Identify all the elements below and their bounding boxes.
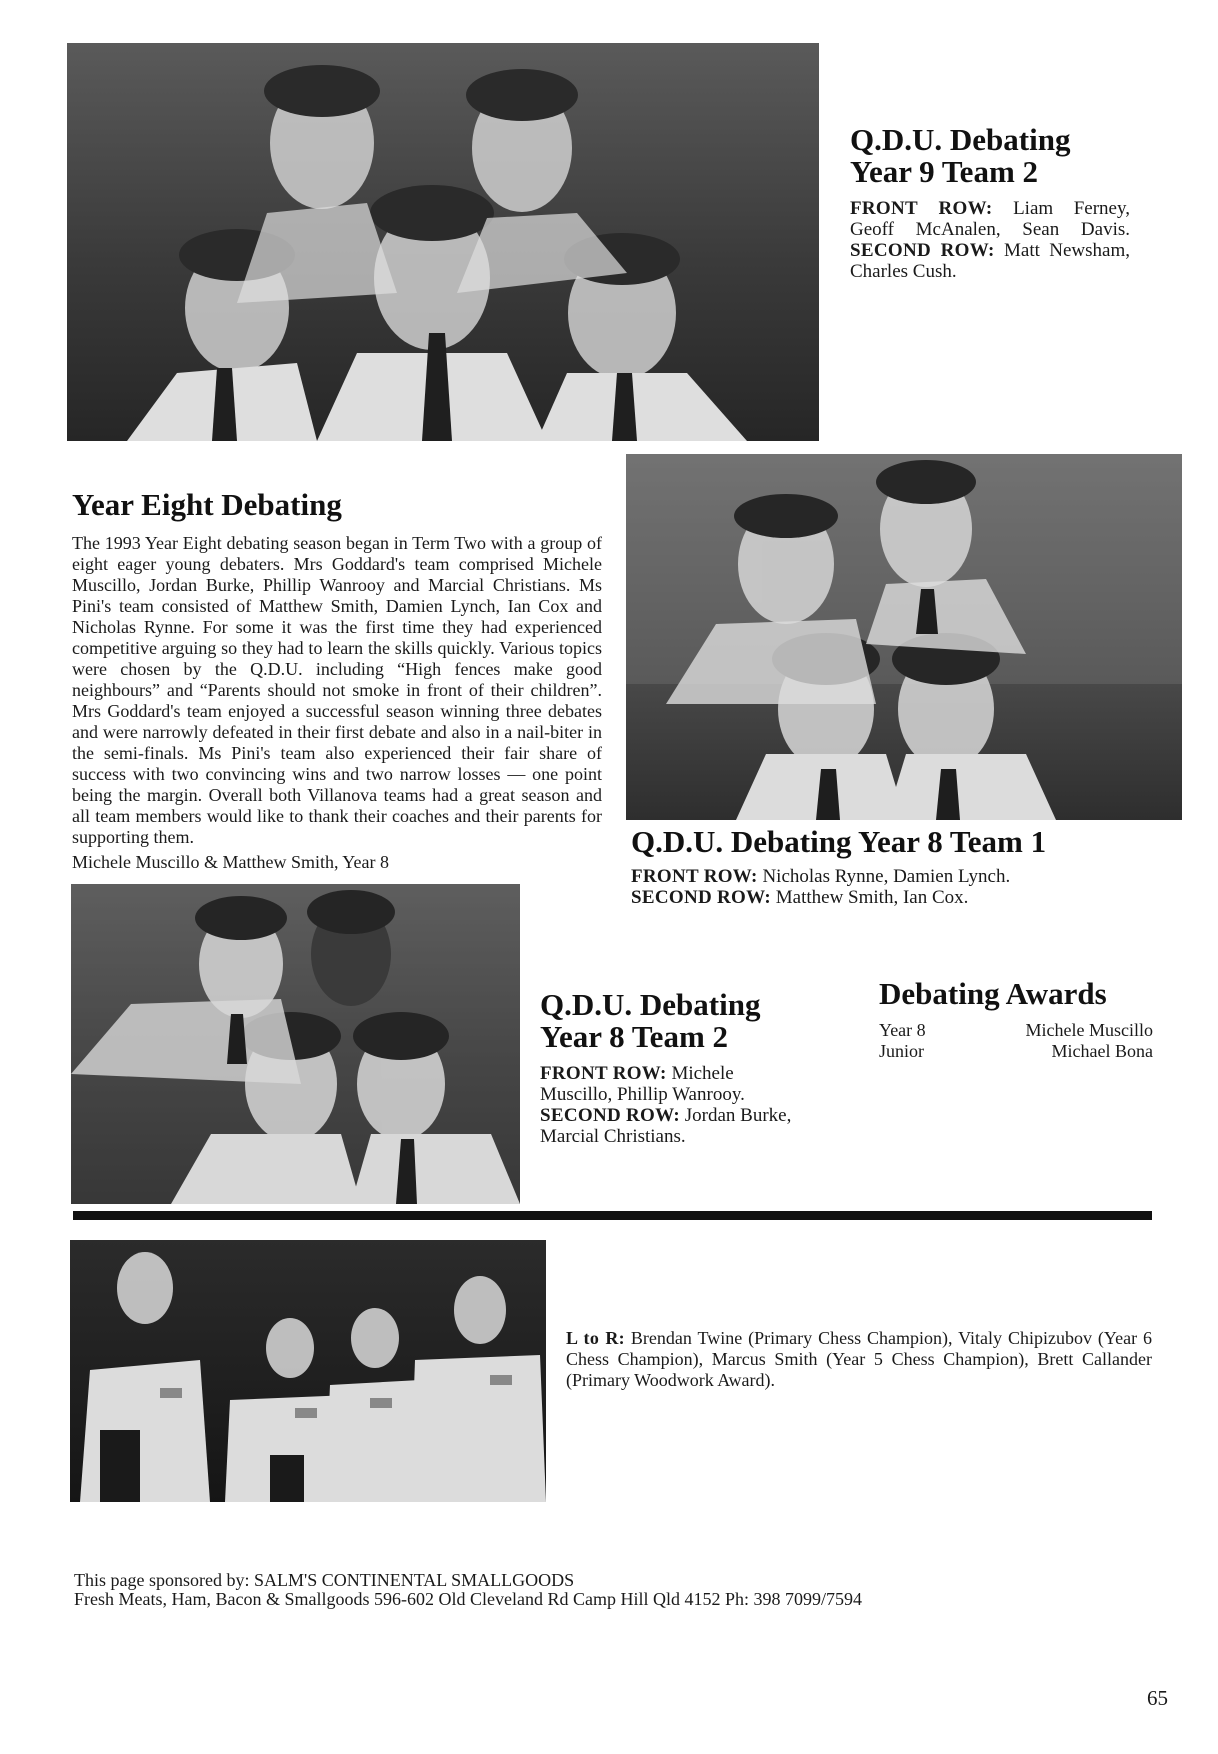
sponsor-line1: This page sponsored by: SALM'S CONTINENTAL SMALLGOODS [74, 1570, 575, 1590]
second-row-label: SECOND ROW: [631, 887, 772, 908]
caption-year8-team2 [540, 989, 805, 1147]
caption-year8-team1-heading: Q.D.U. Debating Year 8 Team 1 [631, 824, 1047, 859]
article-byline: Michele Muscillo & Matthew Smith, Year 8 [72, 852, 389, 872]
page-number: 65 [1147, 1686, 1168, 1710]
awards-row [879, 1020, 1153, 1041]
sponsor-block [74, 1571, 1074, 1609]
article-year-eight-debating [72, 487, 602, 873]
second-row-label: SECOND ROW: [850, 240, 995, 261]
caption-year8-team2-heading-line1: Q.D.U. Debating [540, 987, 761, 1022]
award-category: Junior [879, 1041, 924, 1061]
caption-year8-team2-heading-line2: Year 8 Team 2 [540, 1019, 729, 1054]
photo-chess-champions [70, 1240, 546, 1502]
second-row-names: Jordan Burke, Marcial Christians. [540, 1105, 792, 1147]
article-title: Year Eight Debating [72, 487, 342, 522]
caption-year9-roster [850, 198, 1130, 282]
front-row-names: Nicholas Rynne, Damien Lynch. [762, 866, 1011, 887]
photo-year8-team1-figures [626, 454, 1182, 820]
section-divider [73, 1211, 1152, 1220]
sponsor-line2: Fresh Meats, Ham, Bacon & Smallgoods 596-602 Old Cleveland Rd Camp Hill Qld 4152 Ph: 398 7099/7594 [74, 1589, 862, 1609]
awards-title: Debating Awards [879, 976, 1107, 1011]
photo-year9-figures [67, 43, 819, 441]
second-row-names: Matt Newsham, Charles Cush. [850, 240, 1131, 282]
caption-year9-heading-line1: Q.D.U. Debating [850, 122, 1071, 157]
awards-row [879, 1041, 1153, 1062]
photo-chess-figures [70, 1240, 546, 1502]
award-category: Year 8 [879, 1020, 926, 1040]
caption-chess [566, 1328, 1152, 1391]
caption-year9-heading-line2: Year 9 Team 2 [850, 154, 1039, 189]
front-row-names: Liam Ferney, Geoff McAnalen, Sean Davis. [850, 198, 1130, 240]
award-recipient: Michele Muscillo [1025, 1020, 1153, 1040]
second-row-line [631, 887, 1191, 908]
photo-year8-team2 [71, 884, 520, 1204]
photo-year8-team2-figures [71, 884, 520, 1204]
article-body: The 1993 Year Eight debating season began in Term Two with a group of eight eager young debaters. Mrs Goddard's team comprised Michele Muscillo, Jordan Burke, Phillip Wanrooy and Marcial Christians. Ms Pini's team consisted of Matthew Smith, Damien Lynch, Ian Cox and Nicholas Rynne. For some it was the first time they had experienced competitive arguing so they had to learn the skills quickly. Various topics were chosen by the Q.D.U. including “High fences make good neighbours” and “Parents should not smoke in front of their children”. Mrs Goddard's team enjoyed a successful season winning three debates and were narrowly defeated in their first debate and also in a nail-biter in the semi-finals. Ms Pini's team also experienced their fair share of success with two convincing wins and two narrow losses — one point being the margin. Overall both Villanova teams had a great season and all team members would like to thank their coaches and their parents for supporting them. [72, 533, 602, 847]
photo-year8-team1 [626, 454, 1182, 820]
caption-year8-team1 [631, 826, 1191, 908]
second-row-label: SECOND ROW: [540, 1105, 681, 1126]
debating-awards [879, 978, 1153, 1062]
front-row-label: FRONT ROW: [850, 198, 993, 219]
front-row-line [631, 866, 1191, 887]
front-row-label: FRONT ROW: [540, 1063, 667, 1084]
chess-caption-label: L to R: [566, 1328, 625, 1348]
caption-year8-team1-roster [631, 866, 1191, 908]
caption-year8-team2-roster [540, 1063, 805, 1147]
front-row-label: FRONT ROW: [631, 866, 758, 887]
caption-year9-team2 [850, 124, 1130, 282]
chess-caption-text: Brendan Twine (Primary Chess Champion), Vitaly Chipizubov (Year 6 Chess Champion), Marcus Smith (Year 5 Chess Champion), Brett Callander (Primary Woodwork Award). [566, 1328, 1153, 1390]
award-recipient: Michael Bona [1051, 1041, 1153, 1061]
second-row-names: Matthew Smith, Ian Cox. [775, 887, 969, 908]
awards-table [879, 1020, 1153, 1062]
photo-year9-team2 [67, 43, 819, 441]
front-row-names: Michele Muscillo, Phillip Wanrooy. [540, 1063, 745, 1105]
